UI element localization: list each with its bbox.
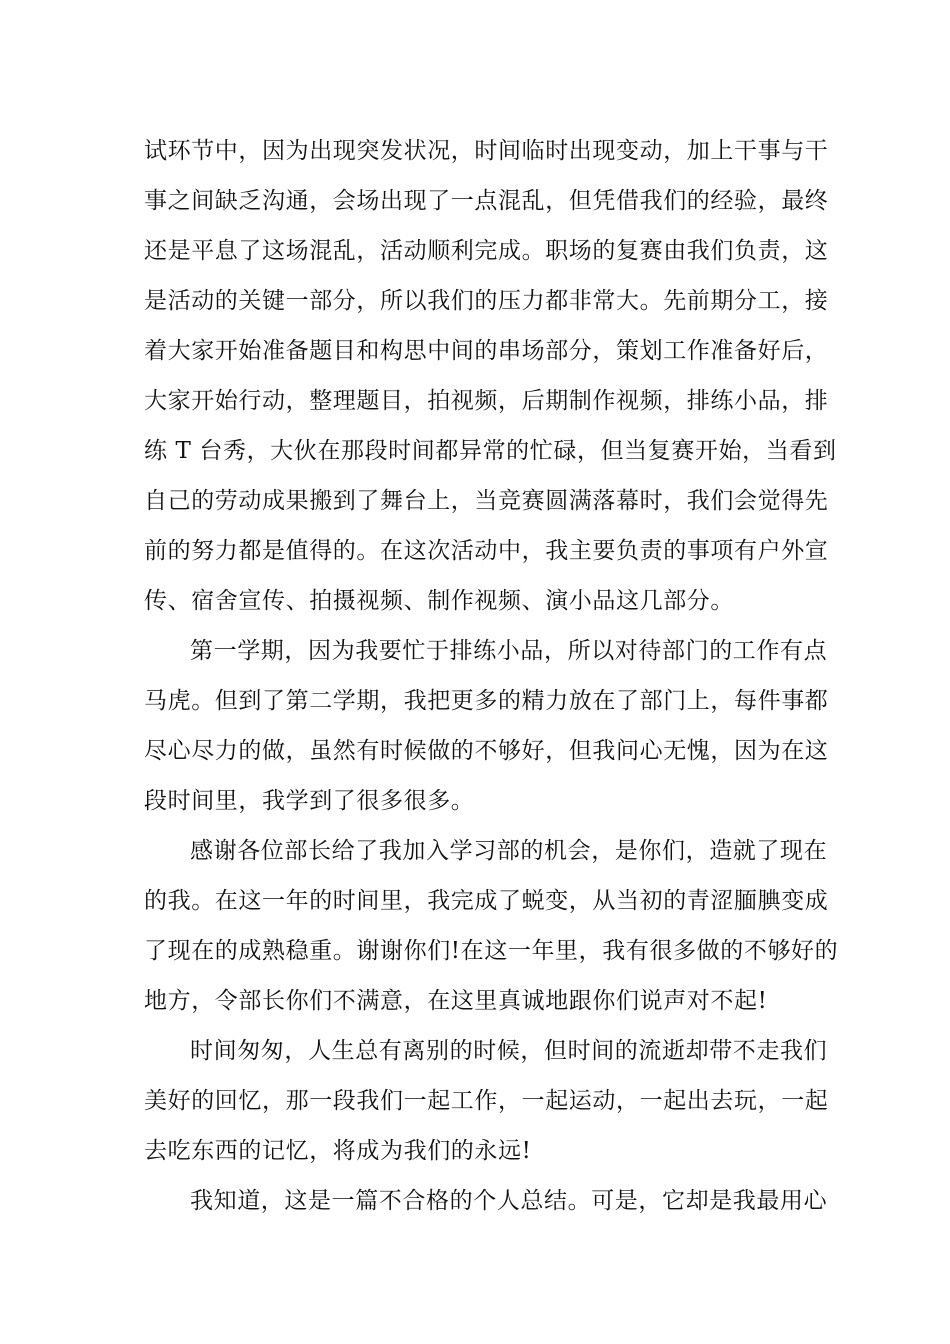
text-line: 是活动的关键一部分，所以我们的压力都非常大。先前期分工，接: [144, 288, 829, 314]
paragraph-start-line: 时间匆匆，人生总有离别的时候，但时间的流逝却带不走我们: [190, 1038, 828, 1064]
paragraph-start-line: 我知道，这是一篇不合格的个人总结。可是，它却是我最用心: [190, 1188, 828, 1214]
text-line: 试环节中，因为出现突发状况，时间临时出现变动，加上干事与干: [144, 138, 829, 164]
paragraph-start-line: 第一学期，因为我要忙于排练小品，所以对待部门的工作有点: [190, 638, 828, 664]
text-line: 传、宿舍宣传、拍摄视频、制作视频、演小品这几部分。: [144, 588, 734, 614]
text-line: 了现在的成熟稳重。谢谢你们!在这一年里，我有很多做的不够好的: [144, 938, 839, 964]
text-line: 的我。在这一年的时间里，我完成了蜕变，从当初的青涩腼腆变成: [144, 888, 829, 914]
text-line: 尽心尽力的做，虽然有时候做的不够好，但我问心无愧，因为在这: [144, 738, 829, 764]
text-line: 地方，令部长你们不满意，在这里真诚地跟你们说声对不起!: [144, 988, 768, 1014]
text-line: 事之间缺乏沟通，会场出现了一点混乱，但凭借我们的经验，最终: [144, 188, 829, 214]
text-line: 马虎。但到了第二学期，我把更多的精力放在了部门上，每件事都: [144, 688, 829, 714]
text-line: 段时间里，我学到了很多很多。: [144, 788, 475, 814]
text-line: 大家开始行动，整理题目，拍视频，后期制作视频，排练小品，排: [144, 388, 829, 414]
text-line: 自己的劳动成果搬到了舞台上，当竞赛圆满落幕时，我们会觉得先: [144, 488, 829, 514]
text-line: 美好的回忆，那一段我们一起工作，一起运动，一起出去玩，一起: [144, 1088, 829, 1114]
text-line: 着大家开始准备题目和构思中间的串场部分，策划工作准备好后，: [144, 338, 829, 364]
text-line: 还是平息了这场混乱，活动顺利完成。职场的复赛由我们负责，这: [144, 238, 829, 264]
body-text: [144, 126, 839, 1226]
paragraph-start-line: 感谢各位部长给了我加入学习部的机会，是你们，造就了现在: [190, 838, 828, 864]
text-line: 练 T 台秀，大伙在那段时间都异常的忙碌，但当复赛开始，当看到: [144, 438, 837, 464]
text-line: 去吃东西的记忆，将成为我们的永远!: [144, 1138, 532, 1164]
text-line: 前的努力都是值得的。在这次活动中，我主要负责的事项有户外宣: [144, 538, 829, 564]
